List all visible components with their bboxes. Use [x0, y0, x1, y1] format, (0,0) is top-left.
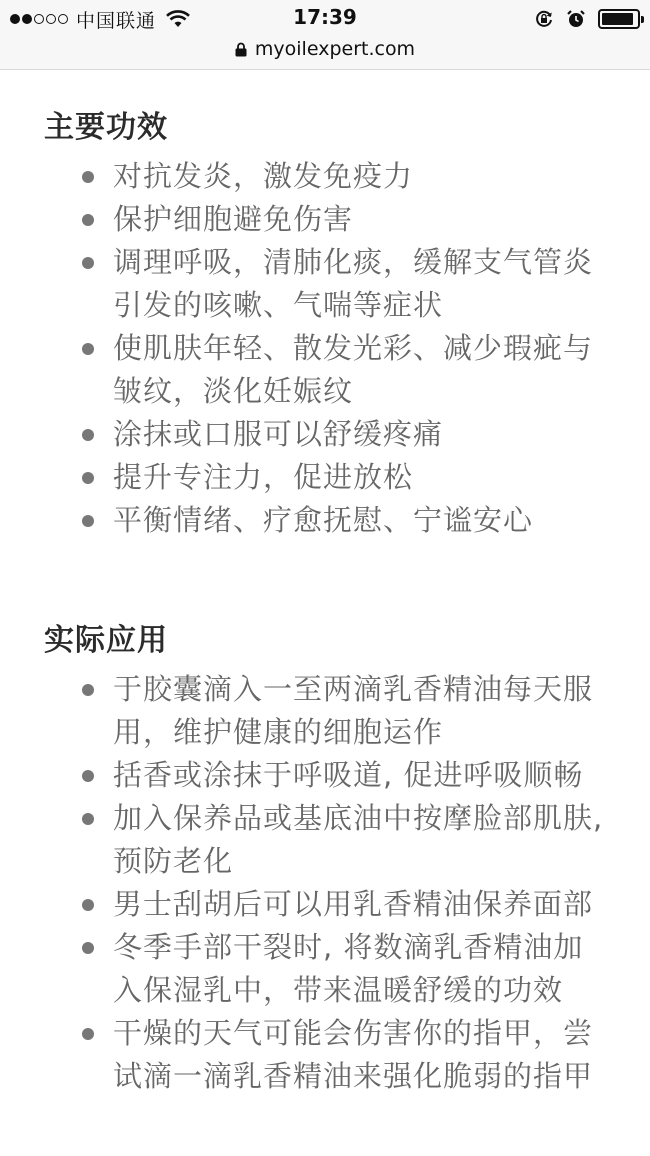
- list-item: 加入保养品或基底油中按摩脸部肌肤, 预防老化: [0, 797, 650, 883]
- list-item: 使肌肤年轻、散发光彩、减少瑕疵与皱纹，淡化妊娠纹: [0, 327, 650, 413]
- status-time: 17:39: [293, 5, 357, 29]
- url-domain[interactable]: myoilexpert.com: [254, 38, 416, 60]
- section-title-benefits: 主要功效: [44, 110, 168, 145]
- list-item: 涂抹或口服可以舒缓疼痛: [0, 413, 650, 456]
- list-item: 括香或涂抹于呼吸道, 促进呼吸顺畅: [0, 754, 650, 797]
- section-title-usage: 实际应用: [44, 623, 168, 658]
- list-item: 冬季手部干裂时, 将数滴乳香精油加入保湿乳中，带来温暖舒缓的功效: [0, 926, 650, 1012]
- usage-list: [0, 668, 650, 1098]
- battery-icon: [598, 9, 640, 29]
- list-item: 男士刮胡后可以用乳香精油保养面部: [0, 883, 650, 926]
- url-bar[interactable]: [0, 36, 650, 62]
- rotation-lock-icon: [534, 9, 554, 29]
- battery-level: [602, 13, 633, 25]
- list-item: 平衡情绪、疗愈抚慰、宁谧安心: [0, 499, 650, 542]
- benefits-list: [0, 155, 650, 542]
- list-item: 干燥的天气可能会伤害你的指甲，尝试滴一滴乳香精油来强化脆弱的指甲: [0, 1012, 650, 1098]
- list-item: 对抗发炎，激发免疫力: [0, 155, 650, 198]
- status-bar: [0, 0, 650, 70]
- list-item: 调理呼吸，清肺化痰，缓解支气管炎引发的咳嗽、气喘等症状: [0, 241, 650, 327]
- list-item: 保护细胞避免伤害: [0, 198, 650, 241]
- lock-icon: [235, 42, 247, 57]
- status-right: [534, 6, 640, 32]
- list-item: 提升专注力，促进放松: [0, 456, 650, 499]
- alarm-icon: [566, 9, 586, 29]
- list-item: 于胶囊滴入一至两滴乳香精油每天服用，维护健康的细胞运作: [0, 668, 650, 754]
- carrier-name: 中国联通: [76, 9, 157, 32]
